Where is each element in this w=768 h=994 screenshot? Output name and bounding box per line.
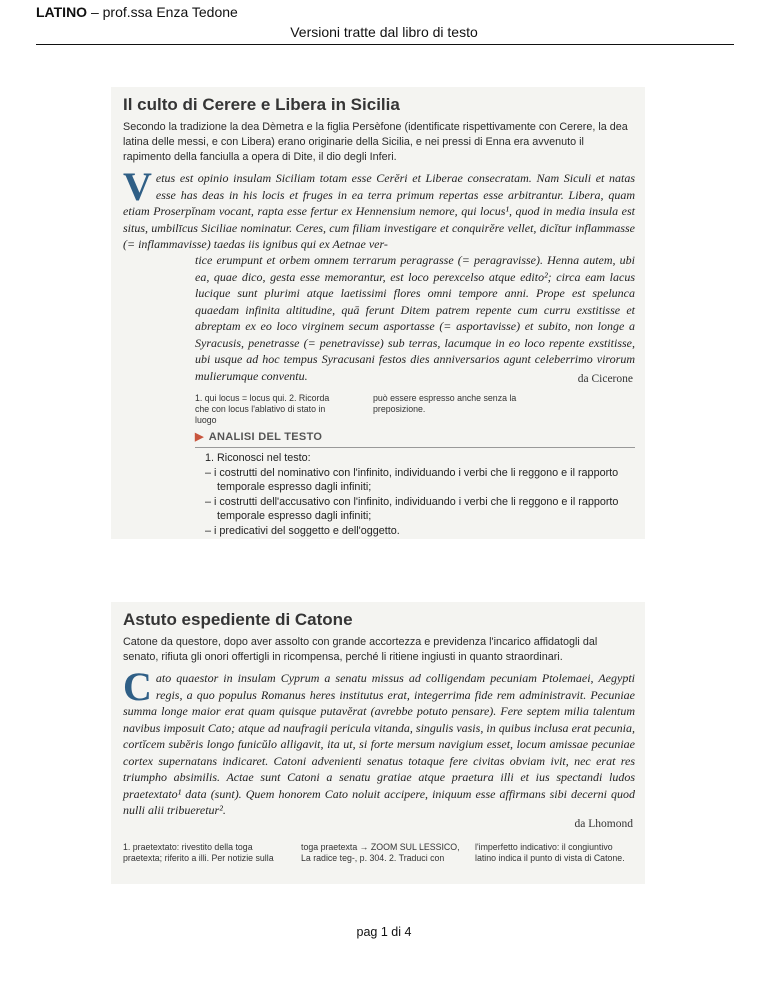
header-divider xyxy=(36,44,734,45)
scanned-page-catone xyxy=(111,602,645,884)
latin-text: ato quaestor in insulam Cyprum a senatu missus ad colligendam pecuniam Ptolemaei, Aegypti regis, a quo populus Romanus heres institutus erat, integerrima fide rem administravit. Pecuniae summa longe maior erat quam quisque putavĕrat (avrebbe potuto pensare). Fere septem milia talentum navibus imposuit Cato; atque ad naufragii pericula vitanda, singulis vasis, in quibus inclusa erat pecunia, cortĭcem subĕris longo funicŭlo alligavit, ita ut, si forte mersum navigium esset, locum amissae pecuniae cortex supernatans indicaret. Catoni advenienti senatus totaque fere civitas obviam ivit, nec erat res triumpho absimilis. Actae sunt Catoni a senatu gratiae atque praetura illi et ius spectandi ludos praetextato¹ data (sunt). Quem honorem Cato noluit accipere, iniquum esse affirmans sibi decerni quod nulli alii tribueretur². xyxy=(123,671,635,817)
analysis-item: – i costrutti dell'accusativo con l'infinito, individuando i verbi che li reggono e il rapporto temporale espresso dagli infiniti; xyxy=(205,495,619,522)
footnote-left: 1. qui locus = locus qui. 2. Ricorda che con locus l'ablativo di stato in luogo xyxy=(195,393,330,425)
passage-title: Il culto di Cerere e Libera in Sicilia xyxy=(123,95,400,114)
drop-cap: C xyxy=(123,664,152,709)
drop-cap: V xyxy=(123,164,152,209)
header-teacher: – prof.ssa Enza Tedone xyxy=(87,4,238,20)
page-header xyxy=(36,4,732,20)
analysis-heading-label: ANALISI DEL TESTO xyxy=(208,431,323,443)
footnote-col3: l'imperfetto indicativo: il congiuntivo latino indica il punto di vista di Catone. xyxy=(475,842,625,863)
analysis-item: 1. Riconosci nel testo: xyxy=(205,452,311,464)
footnote-right: può essere espresso anche senza la preposizione. xyxy=(373,393,517,414)
footnote-col1: 1. praetextato: rivestito della toga praetexta; riferito a illi. Per notizie sulla xyxy=(123,842,274,863)
passage-author: da Lhomond xyxy=(574,818,633,830)
header-subject: LATINO xyxy=(36,4,88,20)
triangle-icon: ▶ xyxy=(195,431,204,443)
latin-text-part1: etus est opinio insulam Siciliam totam esse Cerĕri et Liberae consecratam. Nam Siculi et natas esse has deas in his locis et fruges in ea terra primum repertas esse arbitrantur. Libera, quam etiam Proserpĭnam vocant, rapta esse fertur ex Hennensium nemore, qui locus¹, quod in media insula est situs, umbilīcus Siciliae nominatur. Ceres, cum filiam investigare et conquirĕre vellet, dicĭtur inflammasse (= inflammavisse) taedas iis ignibus qui ex Aetnae ver- xyxy=(123,171,635,251)
passage-intro: Catone da questore, dopo aver assolto con grande accortezza e previdenza l'incarico affidatogli dal senato, rifiuta gli onori offertigli in ricompensa, perché li ritiene ingiusti in quanto straordinari. xyxy=(123,636,598,663)
passage-author: da Cicerone xyxy=(577,373,633,385)
passage-latin-text xyxy=(123,664,635,819)
analysis-item: – i predicativi del soggetto e dell'oggetto. xyxy=(205,524,400,537)
analysis-heading xyxy=(195,430,322,443)
passage-intro: Secondo la tradizione la dea Dèmetra e la figlia Persèfone (identificate rispettivamente con Cerere, la dea latina delle messi, e con Libera) erano originarie della Sicilia, e nei pressi di Enna era avvenuto il rapimento della fanciulla a opera di Dite, il dio degli Inferi. xyxy=(123,121,628,163)
header-subtitle: Versioni tratte dal libro di testo xyxy=(290,24,478,40)
passage-title: Astuto espediente di Catone xyxy=(123,610,353,629)
latin-text-part2: tice erumpunt et orbem omnem terrarum peragrasse (= peragravisse). Henna autem, ubi ea, quae dico, gesta esse memorantur, est loco perexcelso atque edito²; circa eam lacus lucique sunt plurimi atque laetissimi flores omni tempore anni. Prope est spelunca quaedam infinita altitudine, quā ferunt Ditem patrem repente cum curru exstitisse et abreptam ex eo loco virginem secum asportasse (= asportavisse) et subito, non longe a Syracusis, penetrasse (= penetravisse) sub terras, lacumque in eo loco repente exstitisse, ubi usque ad hoc tempus Syracusani festos dies anniversarios agunt celeberrimo virorum mulierumque conventu. xyxy=(195,253,635,383)
analysis-divider xyxy=(195,447,635,448)
analysis-item: – i costrutti del nominativo con l'infinito, individuando i verbi che li reggono e il rapporto temporale espresso dagli infiniti; xyxy=(205,466,619,493)
scanned-page-cerere xyxy=(111,87,645,539)
passage-latin-text xyxy=(123,164,635,253)
page-number: pag 1 di 4 xyxy=(356,925,412,939)
analysis-list xyxy=(195,451,635,538)
footnote-col2: toga praetexta → ZOOM SUL LESSICO, La radice teg-, p. 304. 2. Traduci con xyxy=(301,842,460,863)
